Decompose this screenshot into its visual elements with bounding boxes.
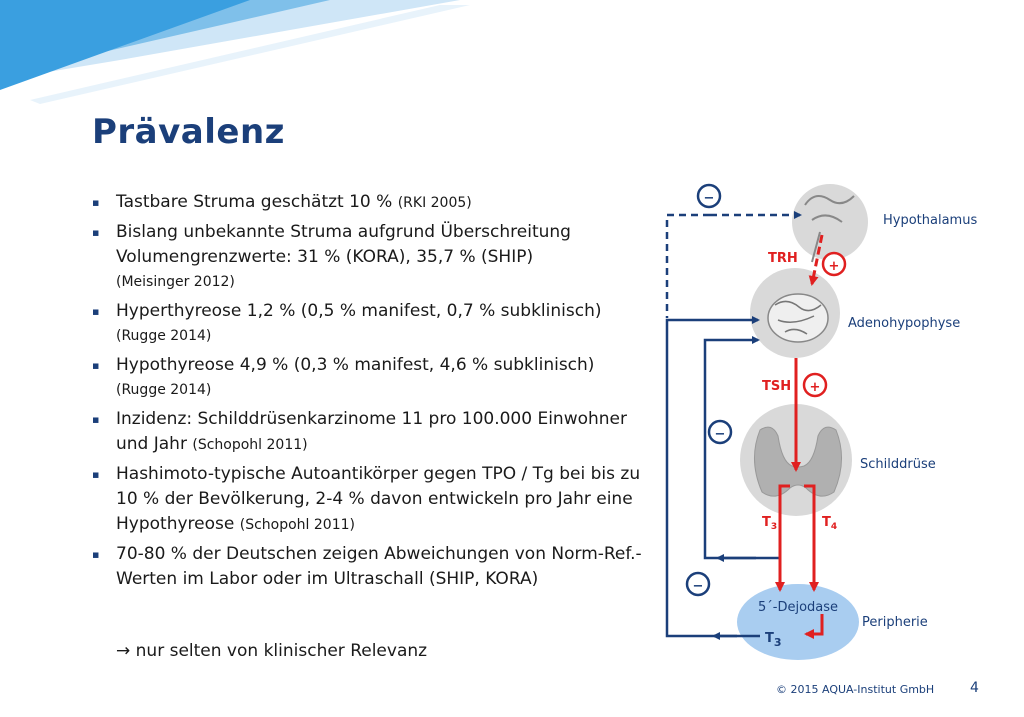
label-peripherie: Peripherie: [862, 615, 928, 630]
feedback-dashed-arrow: [667, 215, 710, 318]
bullet-text: Bislang unbekannte Struma aufgrund Überschreitung Volumengrenzwerte: 31 % (KORA), 35,7 % (SHIP): [116, 222, 571, 267]
minus-sign-middle: [709, 421, 731, 443]
label-t3-output: $T_3$: [765, 631, 782, 649]
adenohypophyse-gland: [768, 294, 828, 342]
label-dejodase: 5´-Dejodase: [758, 600, 839, 615]
bullet-marker: ▪: [92, 359, 100, 372]
label-t4: $T_4$: [822, 515, 838, 532]
hypothalamus-illustration: [792, 184, 868, 260]
bullet-reference: (Meisinger 2012): [116, 274, 235, 290]
plus-sign-trh: [823, 253, 845, 275]
peripherie-illustration: [737, 584, 859, 660]
svg-text:+: +: [809, 380, 821, 395]
label-schilddruese: Schilddrüse: [860, 457, 936, 472]
bullet-reference: (Rugge 2014): [116, 382, 212, 398]
label-t3: $T_3$: [762, 515, 778, 532]
page-title: Prävalenz: [92, 112, 285, 152]
plus-sign-tsh: [804, 374, 826, 396]
bullet-text: Hypothyreose 4,9 % (0,3 % manifest, 4,6 % subklinisch): [116, 355, 595, 375]
bullet-text: Tastbare Struma geschätzt 10 %: [116, 192, 393, 212]
bullet-reference: (RKI 2005): [397, 195, 472, 211]
bullet-marker: ▪: [92, 548, 100, 561]
svg-text:−: −: [714, 427, 726, 442]
bullet-reference: (Schopohl 2011): [192, 437, 308, 453]
bullet-reference: (Rugge 2014): [116, 328, 212, 344]
bullet-text: Hashimoto-typische Autoantikörper gegen TPO / Tg bei bis zu 10 % der Bevölkerung, 2-4 % davon entwickeln pro Jahr eine Hypothyreose: [116, 464, 641, 534]
label-trh: TRH: [768, 251, 798, 266]
bullet-marker: ▪: [92, 226, 100, 239]
label-adenohypophyse: Adenohypophyse: [848, 316, 961, 331]
label-hypothalamus: Hypothalamus: [883, 213, 978, 228]
bullet-text: Hyperthyreose 1,2 % (0,5 % manifest, 0,7 % subklinisch): [116, 301, 602, 321]
bullet-marker: ▪: [92, 305, 100, 318]
svg-text:−: −: [703, 191, 715, 206]
bullet-marker: ▪: [92, 196, 100, 209]
copyright-footer: © 2015 AQUA-Institut GmbH: [776, 683, 935, 696]
bullet-marker: ▪: [92, 413, 100, 426]
minus-sign-top: [698, 185, 720, 207]
minus-sign-bottom: [687, 573, 709, 595]
label-tsh: TSH: [762, 379, 792, 394]
bullet-text: 70-80 % der Deutschen zeigen Abweichungen von Norm-Ref.-Werten im Labor oder im Ultraschall (SHIP, KORA): [116, 544, 642, 589]
page-number: 4: [970, 680, 979, 696]
svg-text:−: −: [692, 579, 704, 594]
conclusion-note: → nur selten von klinischer Relevanz: [116, 641, 428, 661]
svg-text:+: +: [828, 259, 840, 274]
bullet-marker: ▪: [92, 468, 100, 481]
bullet-reference: (Schopohl 2011): [239, 517, 355, 533]
bullet-text: Inzidenz: Schilddrüsenkarzinome 11 pro 100.000 Einwohner und Jahr: [116, 409, 627, 454]
